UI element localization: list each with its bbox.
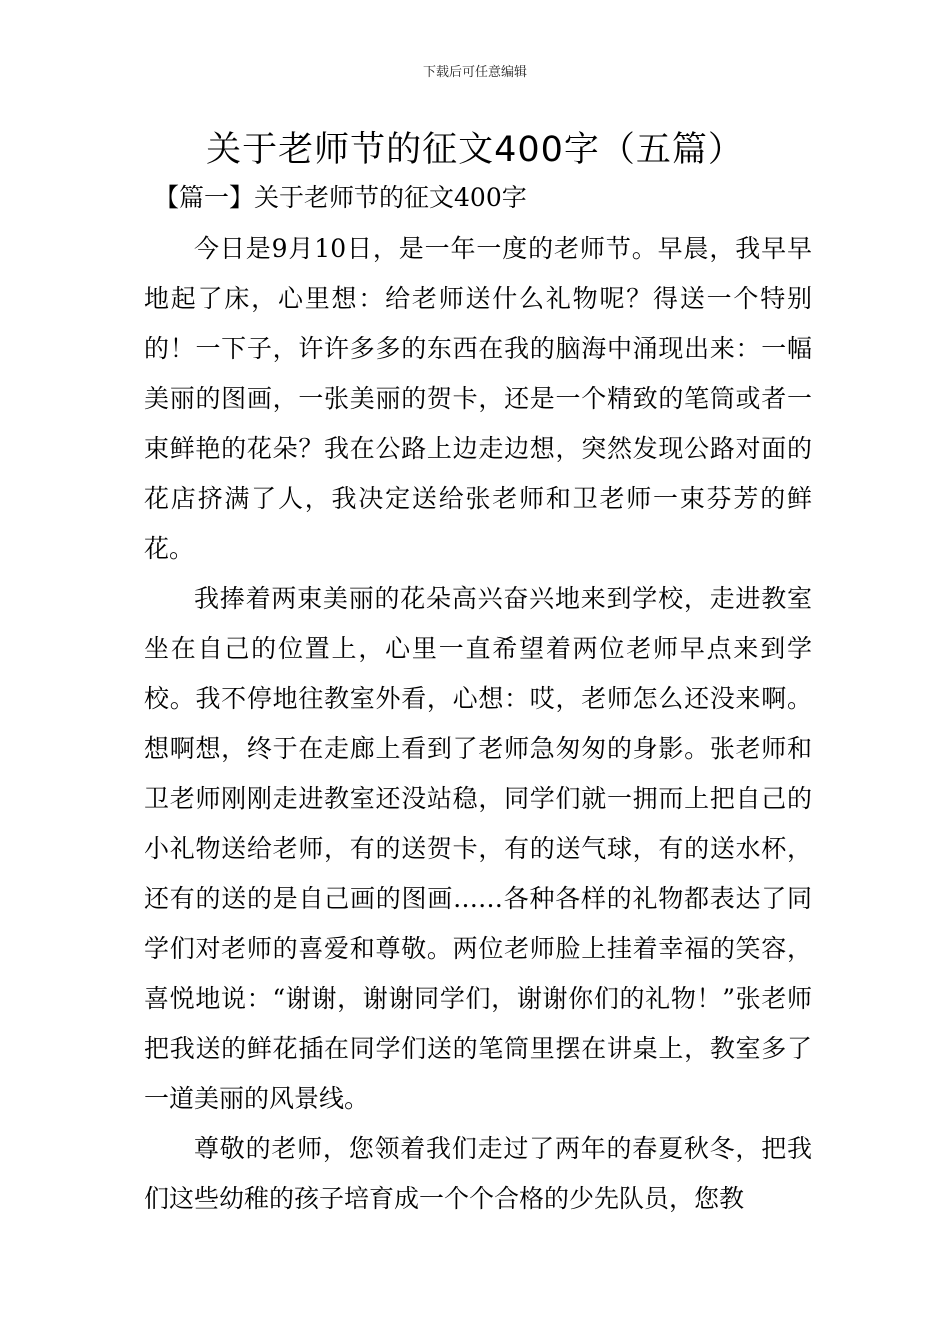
page-header-note: 下载后可任意编辑 bbox=[422, 65, 527, 80]
paragraph: 尊敬的老师，您领着我们走过了两年的春夏秋冬，把我们这些幼稚的孩子培育成一个个合格的少先队员，您教 bbox=[144, 1134, 812, 1213]
document-title: 关于老师节的征文400字（五篇） bbox=[206, 130, 744, 170]
document-body bbox=[144, 224, 812, 1224]
paragraph: 我捧着两束美丽的花朵高兴奋兴地来到学校，走进教室坐在自己的位置上，心里一直希望着两位老师早点来到学校。我不停地往教室外看，心想：哎，老师怎么还没来啊。想啊想，终于在走廊上看到了老师急匆匆的身影。张老师和卫老师刚刚走进教室还没站稳，同学们就一拥而上把自己的小礼物送给老师，有的送贺卡，有的送气球，有的送水杯，还有的送的是自己画的图画……各种各样的礼物都表达了同学们对老师的喜爱和尊敬。两位老师脸上挂着幸福的笑容，喜悦地说：“谢谢，谢谢同学们，谢谢你们的礼物！”张老师把我送的鲜花插在同学们送的笔筒里摆在讲桌上，教室多了一道美丽的风景线。 bbox=[144, 584, 812, 1113]
paragraph: 今日是9月10日，是一年一度的老师节。早晨，我早早地起了床，心里想：给老师送什么礼物呢？得送一个特别的！一下子，许许多多的东西在我的脑海中涌现出来：一幅美丽的图画，一张美丽的贺卡，还是一个精致的笔筒或者一束鲜艳的花朵？我在公路上边走边想，突然发现公路对面的花店挤满了人，我决定送给张老师和卫老师一束芬芳的鲜花。 bbox=[144, 234, 812, 563]
section-heading: 【篇一】关于老师节的征文400字 bbox=[154, 183, 527, 212]
